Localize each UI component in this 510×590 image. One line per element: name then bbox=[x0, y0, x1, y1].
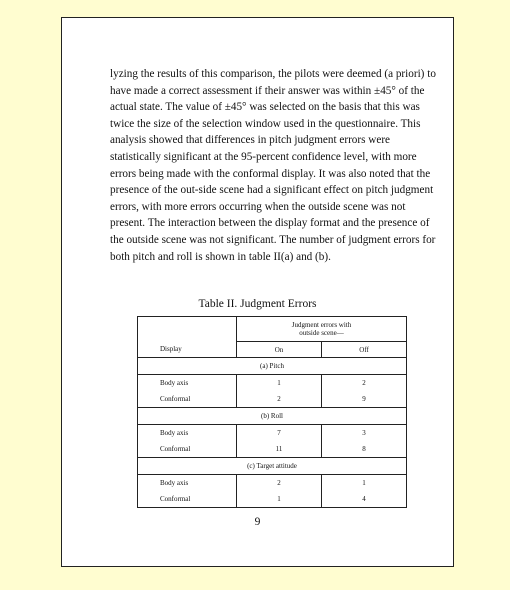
group-header-line1: Judgment errors with bbox=[291, 321, 352, 329]
table-row bbox=[138, 491, 407, 508]
table-caption: Table II. Judgment Errors bbox=[198, 298, 317, 310]
row-display: Body axis bbox=[138, 425, 237, 441]
row-display: Conformal bbox=[138, 491, 237, 508]
row-on-value: 11 bbox=[237, 441, 322, 458]
table-row bbox=[138, 425, 407, 441]
table-row bbox=[138, 441, 407, 458]
section-title-target-attitude: (c) Target attitude bbox=[138, 458, 407, 475]
row-display: Conformal bbox=[138, 441, 237, 458]
row-off-value: 3 bbox=[322, 425, 407, 441]
page-number: 9 bbox=[254, 516, 261, 528]
row-off-value: 8 bbox=[322, 441, 407, 458]
section-title-roll: (b) Roll bbox=[138, 408, 407, 425]
row-display: Body axis bbox=[138, 475, 237, 491]
row-on-value: 2 bbox=[237, 391, 322, 408]
document-page bbox=[61, 17, 454, 567]
row-off-value: 9 bbox=[322, 391, 407, 408]
table-header-corner bbox=[138, 317, 237, 342]
row-off-value: 4 bbox=[322, 491, 407, 508]
row-on-value: 7 bbox=[237, 425, 322, 441]
group-header bbox=[237, 317, 407, 342]
row-on-value: 1 bbox=[237, 375, 322, 391]
row-display: Body axis bbox=[138, 375, 237, 391]
table-row bbox=[138, 375, 407, 391]
row-off-value: 2 bbox=[322, 375, 407, 391]
body-paragraph: lyzing the results of this comparison, the pilots were deemed (a priori) to have made a correct assessment if their answer was within ±45° of the actual state. The value of ±45° was selected on the basis that this was twice the size of the selection window used in the questionnaire. This analysis showed that differences in pitch judgment errors were statistically significant at the 95-percent confidence level, with more errors being made with the conformal display. It was also noted that the presence of the out-side scene had a significant effect on pitch judgment errors, with more errors occurring when the outside scene was not present. The interaction between the display format and the presence of the outside scene was not significant. The number of judgment errors for both pitch and roll is shown in table II(a) and (b). bbox=[110, 68, 436, 263]
column-header-on: On bbox=[237, 342, 322, 358]
section-title-pitch: (a) Pitch bbox=[138, 358, 407, 375]
table-row bbox=[138, 475, 407, 491]
row-on-value: 2 bbox=[237, 475, 322, 491]
column-header-off: Off bbox=[322, 342, 407, 358]
group-header-line2: outside scene— bbox=[299, 329, 344, 337]
row-display: Conformal bbox=[138, 391, 237, 408]
table-row bbox=[138, 391, 407, 408]
row-on-value: 1 bbox=[237, 491, 322, 508]
row-off-value: 1 bbox=[322, 475, 407, 491]
column-header-display: Display bbox=[138, 342, 237, 358]
judgment-errors-table bbox=[137, 316, 407, 508]
